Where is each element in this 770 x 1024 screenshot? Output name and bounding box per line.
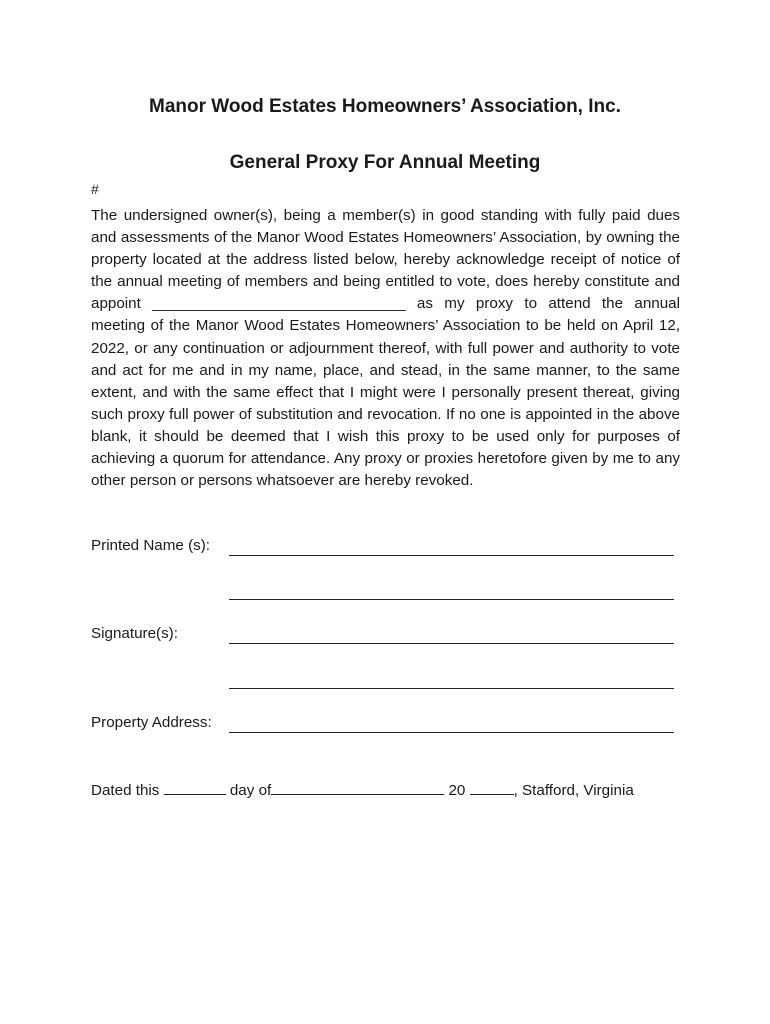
printed-name-label: Printed Name (s): [91, 537, 211, 554]
printed-name-line-1[interactable] [229, 555, 674, 556]
property-address-label: Property Address: [91, 714, 212, 731]
proxy-statement-part-1: The undersigned owner(s), being a member(s) in good standing with fully paid dues and assessments of the Manor Wood Estates Homeowners’ Association, by owning the property located at the address listed below, hereby acknowledge receipt of notice of the annual meeting of members and being entitled to vote, does hereby constitute and appoint [91, 207, 680, 313]
dated-prefix: Dated this [91, 782, 160, 799]
signature-line-2[interactable] [229, 688, 674, 689]
appointee-blank[interactable]: ______________________________ [152, 295, 406, 313]
dated-line [91, 780, 634, 799]
location-suffix: , Stafford, Virginia [513, 782, 634, 799]
month-blank[interactable] [271, 780, 444, 795]
form-title: General Proxy For Annual Meeting [229, 152, 541, 173]
day-of-label: day of [229, 782, 272, 799]
year-blank[interactable] [470, 780, 514, 795]
signature-line-1[interactable] [229, 643, 674, 644]
property-address-line[interactable] [229, 732, 674, 733]
proxy-statement [91, 205, 680, 492]
proxy-statement-part-2: as my proxy to attend the annual meeting of the Manor Wood Estates Homeowners’ Association to be held on April 12, 2022, or any continuation or adjournment thereof, with full power and authority to vote and act for me and in my name, place, and stead, in the same manner, to the same extent, and with the same effect that I might were I personally present thereat, giving such proxy full power of substitution and revocation. If no one is appointed in the above blank, it should be deemed that I wish this proxy to be used only for purposes of achieving a quorum for attendance. Any proxy or proxies heretofore given by me to any other person or persons whatsoever are hereby revoked. [91, 295, 680, 490]
hash-marker: # [91, 181, 99, 197]
organization-title: Manor Wood Estates Homeowners’ Association, Inc. [149, 96, 621, 117]
printed-name-line-2[interactable] [229, 599, 674, 600]
year-prefix: 20 [448, 782, 466, 799]
signature-label: Signature(s): [91, 625, 178, 642]
day-blank[interactable] [164, 780, 226, 795]
